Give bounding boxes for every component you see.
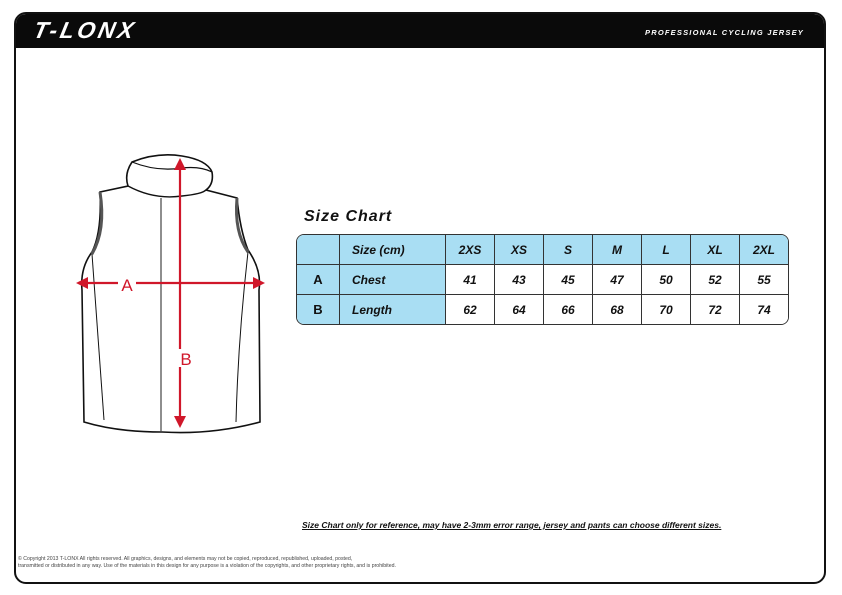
table-row	[297, 265, 788, 295]
copyright-notice	[18, 556, 538, 570]
size-header: M	[593, 235, 642, 265]
size-header: L	[642, 235, 691, 265]
size-header: XS	[495, 235, 544, 265]
size-header: S	[544, 235, 593, 265]
table-cell: 47	[593, 265, 642, 295]
header-bar	[16, 14, 824, 48]
size-header: XL	[691, 235, 740, 265]
table-cell: 41	[446, 265, 495, 295]
row-label: Length	[340, 295, 446, 324]
row-key: A	[297, 265, 340, 295]
table-cell: 72	[691, 295, 740, 324]
table-cell: 43	[495, 265, 544, 295]
table-corner-cell	[297, 235, 340, 265]
table-cell: 66	[544, 295, 593, 324]
table-header-row	[297, 235, 788, 265]
tagline: PROFESSIONAL CYCLING JERSEY	[645, 28, 804, 37]
reference-note: Size Chart only for reference, may have 2-3mm error range, jersey and pants can choose different sizes.	[302, 520, 722, 530]
table-cell: 52	[691, 265, 740, 295]
label-b: B	[180, 350, 192, 369]
size-header: 2XS	[446, 235, 495, 265]
copyright-line: © Copyright 2013 T-LONX All rights reserved. All graphics, designs, and elements may not be copied, reproduced, republished, uploaded, posted,	[18, 556, 353, 562]
row-label: Chest	[340, 265, 446, 295]
copyright-line: transmitted or distributed in any way. Use of the materials in this design for any purpose is a violation of the copyrights, and other proprietary rights, and is prohibited.	[18, 563, 396, 569]
table-cell: 62	[446, 295, 495, 324]
size-header-label: Size (cm)	[340, 235, 446, 265]
table-cell: 50	[642, 265, 691, 295]
label-a: A	[121, 276, 133, 295]
size-header: 2XL	[740, 235, 788, 265]
table-cell: 74	[740, 295, 788, 324]
table-cell: 70	[642, 295, 691, 324]
row-key: B	[297, 295, 340, 324]
brand-logo: T-LONX	[31, 17, 140, 43]
size-chart-title: Size Chart	[304, 208, 393, 225]
table-row	[297, 295, 788, 324]
table-cell: 64	[495, 295, 544, 324]
size-table	[296, 234, 789, 325]
table-cell: 68	[593, 295, 642, 324]
jersey-diagram	[62, 150, 272, 440]
table-cell: 55	[740, 265, 788, 295]
table-cell: 45	[544, 265, 593, 295]
